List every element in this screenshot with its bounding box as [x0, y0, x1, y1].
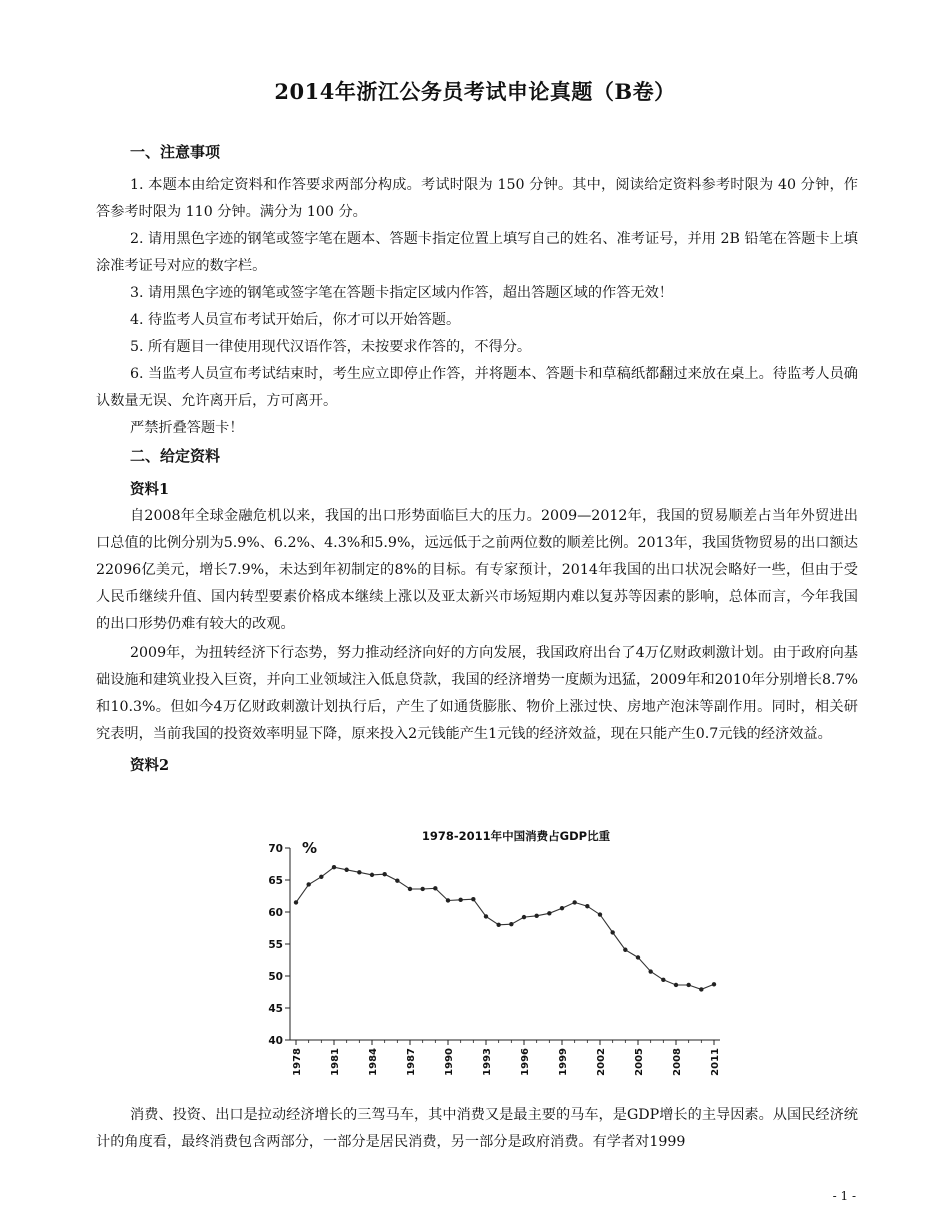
data-point — [408, 887, 412, 891]
material1-label: 资料1 — [130, 481, 170, 498]
material2-body — [96, 1102, 858, 1156]
x-tick-label: 1978 — [292, 1048, 303, 1076]
notice-item-2: 2. 请用黑色字迹的钢笔或签字笔在题本、答题卡指定位置上填写自己的姓名、准考证号，并用 2B 铅笔在答题卡上填涂准考证号对应的数字栏。 — [96, 231, 858, 274]
data-point — [395, 878, 399, 882]
data-point — [648, 969, 652, 973]
y-axis-unit: % — [302, 839, 318, 857]
notice-warning: 严禁折叠答题卡！ — [130, 420, 244, 436]
material2-label: 资料2 — [130, 757, 170, 774]
x-tick-label: 1984 — [368, 1048, 379, 1076]
data-point — [522, 915, 526, 919]
chart-title: 1978-2011年中国消费占GDP比重 — [421, 829, 611, 843]
data-point — [433, 886, 437, 890]
data-point — [420, 887, 424, 891]
notice-item-6: 6. 当监考人员宣布考试结束时，考生应立即停止作答，并将题本、答题卡和草稿纸都翻过来放在桌上。待监考人员确认数量无误、允许离开后，方可离开。 — [96, 366, 858, 409]
y-tick-label: 55 — [268, 939, 283, 951]
x-tick-label: 2008 — [672, 1048, 683, 1076]
data-point — [699, 987, 703, 991]
chart-svg — [258, 820, 738, 1080]
data-point — [370, 873, 374, 877]
notice-item-5: 5. 所有题目一律使用现代汉语作答，未按要求作答的，不得分。 — [130, 339, 532, 355]
data-point — [446, 898, 450, 902]
notice-item-3: 3. 请用黑色字迹的钢笔或签字笔在答题卡指定区域内作答，超出答题区域的作答无效！ — [130, 285, 673, 301]
data-point — [598, 912, 602, 916]
data-point — [572, 900, 576, 904]
section1-heading: 一、注意事项 — [130, 143, 221, 161]
data-point — [496, 923, 500, 927]
y-tick-label: 50 — [268, 971, 283, 983]
notice-item-1: 1. 本题本由给定资料和作答要求两部分构成。考试时限为 150 分钟。其中，阅读给定资料参考时限为 40 分钟，作答参考时限为 110 分钟。满分为 100 分。 — [96, 177, 858, 220]
data-point — [357, 870, 361, 874]
material1-paragraph-2: 2009年，为扭转经济下行态势，努力推动经济向好的方向发展，我国政府出台了4万亿财政刺激计划。由于政府向基础设施和建筑业投入巨资，并向工业领域注入低息贷款，我国的经济增势一度颇为迅猛，2009年和2010年分别增长8.7%和10.3%。但如今4万亿财政刺激计划执行后，产生了如通货膨胀、物价上涨过快、房地产泡沫等副作用。同时，相关研究表明，当前我国的投资效率明显下降，原来投入2元钱能产生1元钱的经济效益，现在只能产生0.7元钱的经济效益。 — [96, 645, 858, 742]
x-tick-label: 1996 — [520, 1048, 531, 1076]
page-number: - 1 - — [832, 1189, 856, 1203]
x-tick-label: 1990 — [444, 1048, 455, 1076]
data-point — [610, 930, 614, 934]
data-point — [712, 982, 716, 986]
data-point — [484, 914, 488, 918]
x-tick-label: 1981 — [330, 1048, 341, 1076]
data-point — [560, 906, 564, 910]
x-tick-label: 1987 — [406, 1048, 417, 1076]
y-tick-label: 40 — [268, 1035, 283, 1047]
y-tick-label: 70 — [268, 843, 283, 855]
data-point — [458, 898, 462, 902]
data-point — [319, 875, 323, 879]
material1-paragraph-1: 自2008年全球金融危机以来，我国的出口形势面临巨大的压力。2009—2012年，我国的贸易顺差占当年外贸进出口总值的比例分别为5.9%、6.2%、4.3%和5.9%，远远低于之前两位数的顺差比例。2013年，我国货物贸易的出口额达22096亿美元，增长7.9%，未达到年初制定的8%的目标。有专家预计，2014年我国的出口状况会略好一些，但由于受人民币继续升值、国内转型要素价格成本继续上涨以及亚太新兴市场短期内难以复苏等因素的影响，总体而言，今年我国的出口形势仍难有较大的改观。 — [96, 508, 858, 632]
data-point — [534, 914, 538, 918]
data-point — [306, 882, 310, 886]
data-point — [636, 955, 640, 959]
data-point — [686, 983, 690, 987]
x-tick-label: 1993 — [482, 1048, 493, 1076]
material2-paragraph-1: 消费、投资、出口是拉动经济增长的三驾马车，其中消费又是最主要的马车，是GDP增长的主导因素。从国民经济统计的角度看，最终消费包含两部分，一部分是居民消费，另一部分是政府消费。有学者对1999 — [96, 1107, 858, 1150]
data-point — [585, 904, 589, 908]
data-point — [674, 983, 678, 987]
data-point — [332, 865, 336, 869]
data-point — [661, 978, 665, 982]
section2-heading: 二、给定资料 — [130, 447, 221, 465]
x-tick-label: 1999 — [558, 1048, 569, 1076]
x-tick-label: 2002 — [596, 1048, 607, 1076]
y-tick-label: 60 — [268, 907, 283, 919]
doc-title: 2014年浙江公务员考试申论真题（B卷） — [274, 79, 676, 104]
x-tick-label: 2005 — [634, 1048, 645, 1076]
y-tick-label: 45 — [268, 1003, 283, 1015]
content-body — [96, 140, 858, 779]
data-point — [344, 868, 348, 872]
data-point — [509, 922, 513, 926]
consumption-gdp-chart — [258, 820, 738, 1080]
data-point — [382, 872, 386, 876]
notice-item-4: 4. 待监考人员宣布考试开始后，你才可以开始答题。 — [130, 312, 461, 328]
data-point — [294, 900, 298, 904]
data-point — [471, 897, 475, 901]
data-point — [623, 948, 627, 952]
y-tick-label: 65 — [268, 875, 283, 887]
x-tick-label: 2011 — [710, 1048, 721, 1076]
data-point — [547, 911, 551, 915]
